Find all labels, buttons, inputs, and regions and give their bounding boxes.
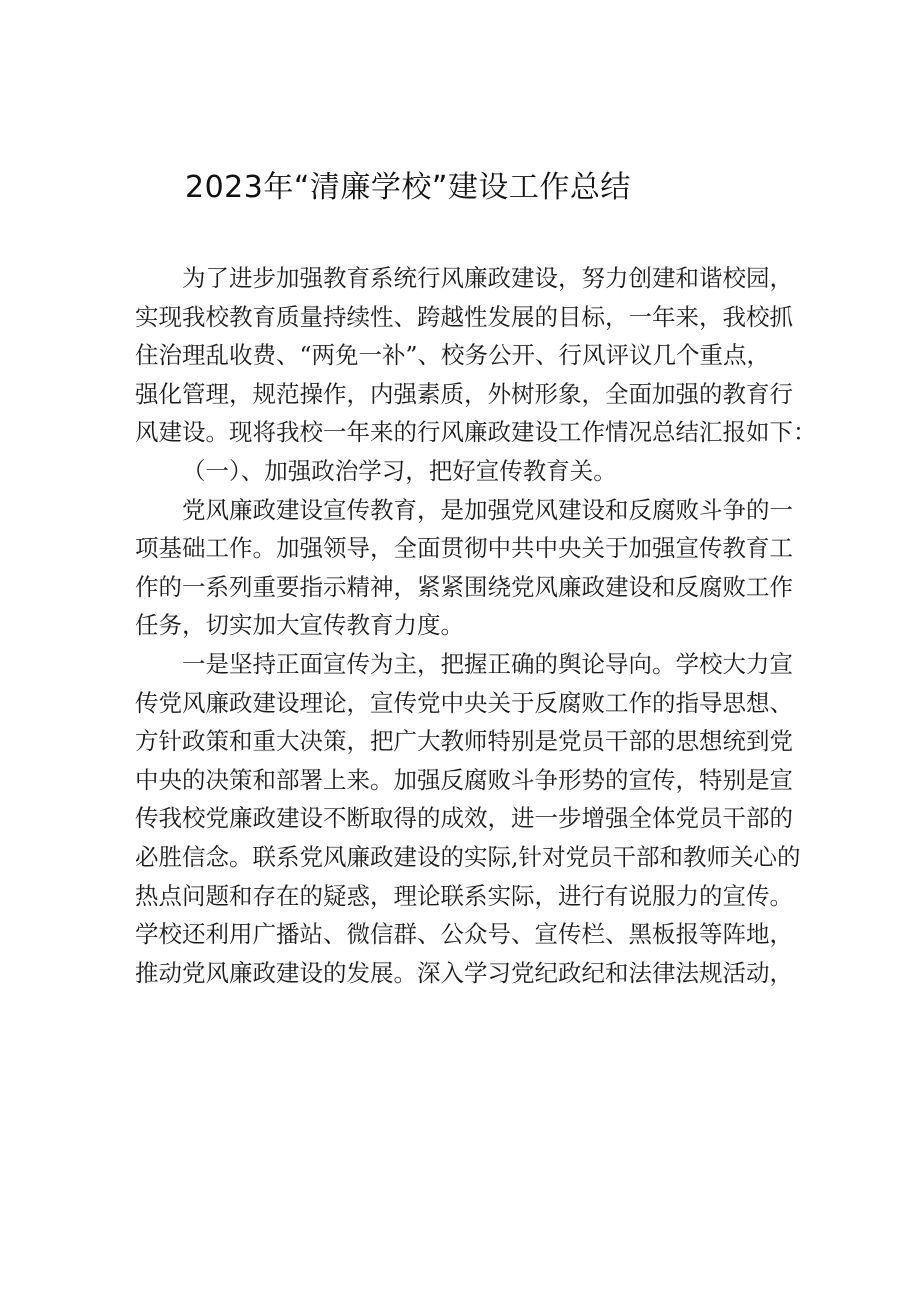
paragraph-positive-publicity: [135, 645, 800, 992]
document-body: [135, 259, 817, 992]
text-line: 推动党风廉政建设的发展。深入学习党纪政纪和法律法规活动，: [135, 958, 793, 987]
section-heading-text: （一）、加强政治学习，把好宣传教育关。: [182, 456, 617, 485]
paragraph-intro: [135, 259, 817, 452]
text-line: 传党风廉政建设理论，宣传党中央关于反腐败工作的指导思想、: [135, 688, 793, 717]
text-line: 为了进步加强教育系统行风廉政建设，努力创建和谐校园，: [182, 264, 793, 292]
text-line: 一是坚持正面宣传为主，把握正确的舆论导向。学校大力宣: [182, 649, 793, 678]
text-line: 风建设。现将我校一年来的行风廉政建设工作情况总结汇报如下：: [135, 418, 817, 447]
text-line: 实现我校教育质量持续性、跨越性发展的目标，一年来，我校抓: [135, 302, 793, 331]
paragraph-propaganda: [135, 491, 800, 645]
text-line: 任务，切实加大宣传教育力度。: [135, 611, 464, 640]
section-heading-1: [135, 452, 800, 491]
text-line: 强化管理，规范操作，内强素质，外树形象，全面加强的教育行: [135, 379, 793, 408]
document-title: 2023年“清廉学校”建设工作总结: [185, 170, 631, 205]
text-line: 作的一系列重要指示精神，紧紧围绕党风廉政建设和反腐败工作: [135, 572, 793, 601]
text-line: 项基础工作。加强领导，全面贯彻中共中央关于加强宣传教育工: [135, 534, 793, 563]
text-line: 住治理乱收费、“两免一补”、校务公开、行风评议几个重点，: [135, 341, 771, 370]
text-line: 中央的决策和部署上来。加强反腐败斗争形势的宣传，特别是宣: [135, 765, 793, 794]
text-line: 必胜信念。联系党风廉政建设的实际,针对党员干部和教师关心的: [135, 842, 801, 871]
text-line: 党风廉政建设宣传教育，是加强党风建设和反腐败斗争的一: [182, 495, 793, 524]
text-line: 传我校党廉政建设不断取得的成效，进一步增强全体党员干部的: [135, 804, 793, 833]
text-line: 学校还利用广播站、微信群、公众号、宣传栏、黑板报等阵地，: [135, 920, 793, 949]
text-line: 热点问题和存在的疑惑，理论联系实际，进行有说服力的宣传。: [135, 881, 793, 910]
text-line: 方针政策和重大决策，把广大教师特别是党员干部的思想统到党: [135, 727, 793, 756]
